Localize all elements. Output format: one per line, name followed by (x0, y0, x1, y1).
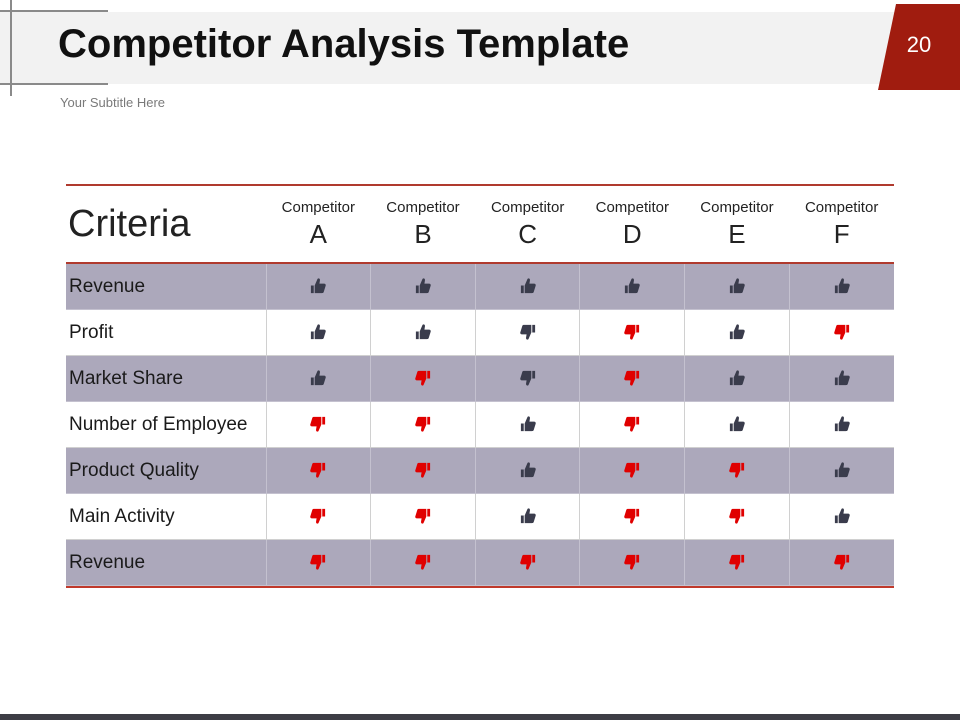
thumbs-down-icon (519, 553, 537, 571)
rating-cell (789, 310, 894, 356)
thumbs-down-icon (623, 323, 641, 341)
thumbs-down-icon (833, 323, 851, 341)
competitor-header (685, 186, 790, 263)
thumbs-up-icon (309, 369, 327, 387)
rating-cell (685, 494, 790, 540)
thumbs-down-icon (414, 461, 432, 479)
rating-cell (475, 448, 580, 494)
competitor-word: Competitor (281, 199, 355, 216)
competitor-header (789, 186, 894, 263)
competitor-word: Competitor (804, 199, 879, 216)
thumbs-down-icon (728, 461, 746, 479)
table-row (66, 263, 894, 310)
rating-cell (789, 448, 894, 494)
thumbs-up-icon (519, 277, 537, 295)
rating-cell (371, 494, 476, 540)
rating-cell (371, 540, 476, 586)
criteria-label: Profit (66, 310, 266, 356)
criteria-label: Number of Employee (66, 402, 266, 448)
rating-cell (789, 494, 894, 540)
thumbs-down-icon (623, 369, 641, 387)
table-row (66, 402, 894, 448)
rating-cell (580, 494, 685, 540)
competitor-table (66, 184, 894, 588)
page-number-badge (878, 4, 960, 90)
competitor-letter: B (414, 219, 432, 249)
rating-cell (685, 540, 790, 586)
thumbs-up-icon (833, 277, 851, 295)
criteria-label: Market Share (66, 356, 266, 402)
rating-cell (266, 263, 371, 310)
thumbs-down-icon (728, 553, 746, 571)
rating-cell (475, 263, 580, 310)
table-row (66, 356, 894, 402)
thumbs-up-icon (728, 369, 746, 387)
thumbs-up-icon (519, 507, 537, 525)
rating-cell (580, 356, 685, 402)
thumbs-down-icon (623, 415, 641, 433)
criteria-label: Main Activity (66, 494, 266, 540)
rating-cell (789, 402, 894, 448)
rating-cell (789, 356, 894, 402)
comparison-table (66, 186, 894, 586)
rating-cell (580, 540, 685, 586)
rating-cell (475, 540, 580, 586)
thumbs-down-icon (623, 553, 641, 571)
thumbs-down-icon (309, 415, 327, 433)
table-row (66, 494, 894, 540)
competitor-header (371, 186, 476, 263)
thumbs-up-icon (833, 415, 851, 433)
competitor-letter: C (518, 219, 538, 249)
thumbs-down-icon (414, 369, 432, 387)
thumbs-down-icon (414, 553, 432, 571)
rating-cell (789, 540, 894, 586)
thumbs-down-icon (623, 461, 641, 479)
table-row (66, 540, 894, 586)
thumbs-up-icon (833, 369, 851, 387)
criteria-label: Revenue (66, 263, 266, 310)
thumbs-down-icon (309, 507, 327, 525)
criteria-label: Product Quality (66, 448, 266, 494)
criteria-label: Revenue (66, 540, 266, 586)
competitor-header (580, 186, 685, 263)
rating-cell (685, 263, 790, 310)
thumbs-down-icon (309, 553, 327, 571)
thumbs-down-icon (519, 323, 537, 341)
rating-cell (580, 310, 685, 356)
thumbs-up-icon (728, 277, 746, 295)
rating-cell (266, 356, 371, 402)
competitor-word: Competitor (595, 199, 669, 216)
rating-cell (789, 263, 894, 310)
table-header-row (66, 186, 894, 263)
rating-cell (580, 402, 685, 448)
thumbs-down-icon (833, 553, 851, 571)
rating-cell (580, 448, 685, 494)
rating-cell (685, 402, 790, 448)
rating-cell (475, 402, 580, 448)
thumbs-up-icon (833, 507, 851, 525)
rating-cell (371, 310, 476, 356)
thumbs-up-icon (309, 277, 327, 295)
thumbs-up-icon (833, 461, 851, 479)
competitor-word: Competitor (386, 199, 460, 216)
rating-cell (371, 402, 476, 448)
corner-decoration (10, 0, 12, 96)
corner-decoration (0, 10, 108, 12)
competitor-letter: F (833, 219, 850, 249)
thumbs-up-icon (623, 277, 641, 295)
rating-cell (266, 448, 371, 494)
thumbs-up-icon (414, 323, 432, 341)
thumbs-down-icon (414, 507, 432, 525)
competitor-header (475, 186, 580, 263)
competitor-header (266, 186, 371, 263)
rating-cell (685, 356, 790, 402)
thumbs-up-icon (309, 323, 327, 341)
rating-cell (371, 356, 476, 402)
corner-decoration (0, 83, 108, 85)
competitor-word: Competitor (700, 199, 774, 216)
thumbs-down-icon (309, 461, 327, 479)
thumbs-down-icon (519, 369, 537, 387)
rating-cell (371, 263, 476, 310)
competitor-word: Competitor (490, 199, 565, 216)
bottom-bar (0, 714, 960, 720)
page-title: Competitor Analysis Template (58, 22, 630, 66)
thumbs-up-icon (519, 461, 537, 479)
rating-cell (475, 310, 580, 356)
criteria-header: Criteria (66, 186, 266, 263)
rating-cell (475, 494, 580, 540)
rating-cell (685, 448, 790, 494)
thumbs-up-icon (519, 415, 537, 433)
rating-cell (266, 310, 371, 356)
competitor-letter: A (309, 219, 327, 249)
rating-cell (266, 540, 371, 586)
rating-cell (371, 448, 476, 494)
competitor-letter: D (622, 219, 642, 249)
thumbs-down-icon (728, 507, 746, 525)
thumbs-up-icon (728, 323, 746, 341)
table-row (66, 310, 894, 356)
rating-cell (266, 494, 371, 540)
rating-cell (580, 263, 685, 310)
competitor-letter: E (728, 219, 746, 249)
thumbs-up-icon (414, 277, 432, 295)
thumbs-down-icon (623, 507, 641, 525)
thumbs-up-icon (728, 415, 746, 433)
page-number: 20 (906, 32, 932, 57)
table-body (66, 263, 894, 586)
rating-cell (266, 402, 371, 448)
rating-cell (685, 310, 790, 356)
thumbs-down-icon (414, 415, 432, 433)
rating-cell (475, 356, 580, 402)
page-subtitle: Your Subtitle Here (60, 95, 166, 110)
table-row (66, 448, 894, 494)
